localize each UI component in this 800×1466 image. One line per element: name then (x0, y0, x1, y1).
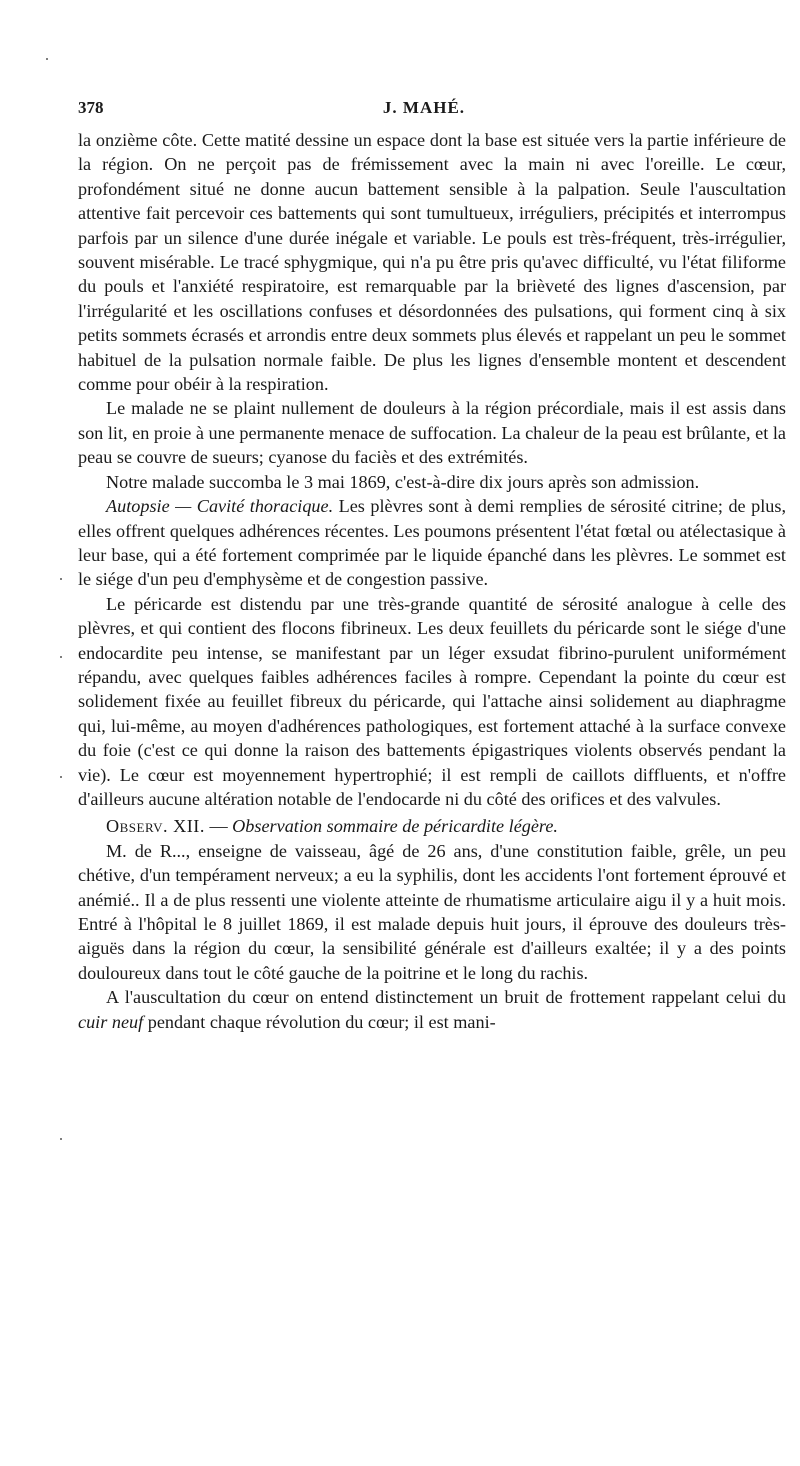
scan-speck (46, 58, 48, 60)
running-head: J. MAHÉ. (382, 98, 466, 117)
page-number: 378 (78, 98, 104, 117)
paragraph-patient-history: M. de R..., enseigne de vaisseau, âgé de 26 ans, d'une constitution faible, grêle, un peu chétive, d'un tempérament nerveux; a eu la syphilis, dont les accidents l'ont fortement éprouvé et anémié.. Il a de plus ressenti une violente atteinte de rhumatisme articulaire aigu il y a huit mois. Entré à l'hôpital le 8 juillet 1869, il est malade depuis huit jours, il éprouve des douleurs très-aiguës dans la région du cœur, la sensibilité générale est d'ailleurs exaltée; il y a des points douloureux dans tout le côté gauche de la poitrine et le long du rachis. (78, 840, 786, 983)
page-header (78, 98, 770, 124)
auscultation-text-a: A l'auscultation du cœur on entend distinctement un bruit de frottement rappelant celui du (106, 987, 786, 1008)
paragraph-patient-complaints: Le malade ne se plaint nullement de douleurs à la région précordiale, mais il est assis dans son lit, en proie à une permanente menace de suffocation. La chaleur de la peau est brûlante, et la peau se couvre de sueurs; cyanose du faciès et des extrémités. (78, 398, 786, 468)
paragraph-death-date: Notre malade succomba le 3 mai 1869, c'est-à-dire dix jours après son admission. (106, 471, 700, 492)
autopsy-text: Les plèvres sont à demi remplies de sérosité citrine; de plus, elles offrent quelques adhérences récentes. Les poumons présentent l'état fœtal ou atélectasique à leur base, qui a été fortement comprimée par le liquide épanché dans les plèvres. Le sommet est le siége d'un peu d'emphysème et de congestion passive. (78, 496, 786, 590)
scan-speck (60, 1138, 62, 1140)
paragraph-continuation: la onzième côte. Cette matité dessine un espace dont la base est située vers la partie inférieure de la région. On ne perçoit pas de frémissement avec la main ni avec l'oreille. Le cœur, profondément situé ne donne aucun battement sensible à la palpation. Seule l'auscultation attentive fait percevoir ces battements qui sont tumultueux, irréguliers, précipités et interrompus parfois par un silence d'une durée inégale et variable. Le pouls est très-fréquent, très-irrégulier, souvent misérable. Le tracé sphygmique, qui n'a pu être pris qu'avec difficulté, vu l'état filiforme du pouls et l'anxiété respiratoire, est remarquable par la brièveté des lignes d'ascension, par l'irrégularité et les oscillations confuses et désordonnées des pulsations, qui forment cinq à six petits sommets écrasés et arrondis entre deux sommets plus élevés et rappelant un peu le sommet habituel de la pulsation normale faible. De plus les lignes d'ensemble montent et descendent comme pour obéir à la respiration. (78, 130, 786, 395)
paragraph-pericardium: Le péricarde est distendu par une très-grande quantité de sérosité analogue à celle des plèvres, et qui contient des flocons fibrineux. Les deux feuillets du péricarde sont le siége d'une endocardite peu intense, se manifestant par un léger exsudat fibrino-purulent uniformément répandu, avec quelques faibles adhérences faciles à rompre. Cependant la pointe du cœur est solidement fixée au feuillet fibreux du péricarde, qui l'attache ainsi solidement au diaphragme qui, lui-même, au moyen d'adhérences pathologiques, est fortement attaché à la surface convexe du foie (c'est ce qui donne la raison des battements épigastriques violents observés pendant la vie). Le cœur est moyennement hypertrophié; il est rempli de caillots diffluents, et n'offre d'ailleurs aucune altération notable de l'endocarde ni du côté des orifices et des valvules. (78, 593, 786, 809)
observation-dash: — (204, 816, 233, 837)
observation-number: Observ. XII. (106, 816, 205, 837)
observation-heading (78, 814, 786, 838)
body-text (78, 128, 786, 1034)
paragraph-auscultation (78, 985, 786, 1034)
auscultation-emphasis: cuir neuf (78, 1011, 144, 1032)
scan-speck (60, 578, 62, 580)
auscultation-text-b: pendant chaque révolution du cœur; il est mani- (143, 1011, 496, 1032)
scan-speck (60, 656, 62, 658)
autopsy-heading: Autopsie — Cavité thoracique. (106, 496, 334, 517)
paragraph-autopsy (78, 494, 786, 592)
scan-speck (60, 776, 62, 778)
observation-title: Observation sommaire de péricardite légère. (232, 816, 558, 837)
